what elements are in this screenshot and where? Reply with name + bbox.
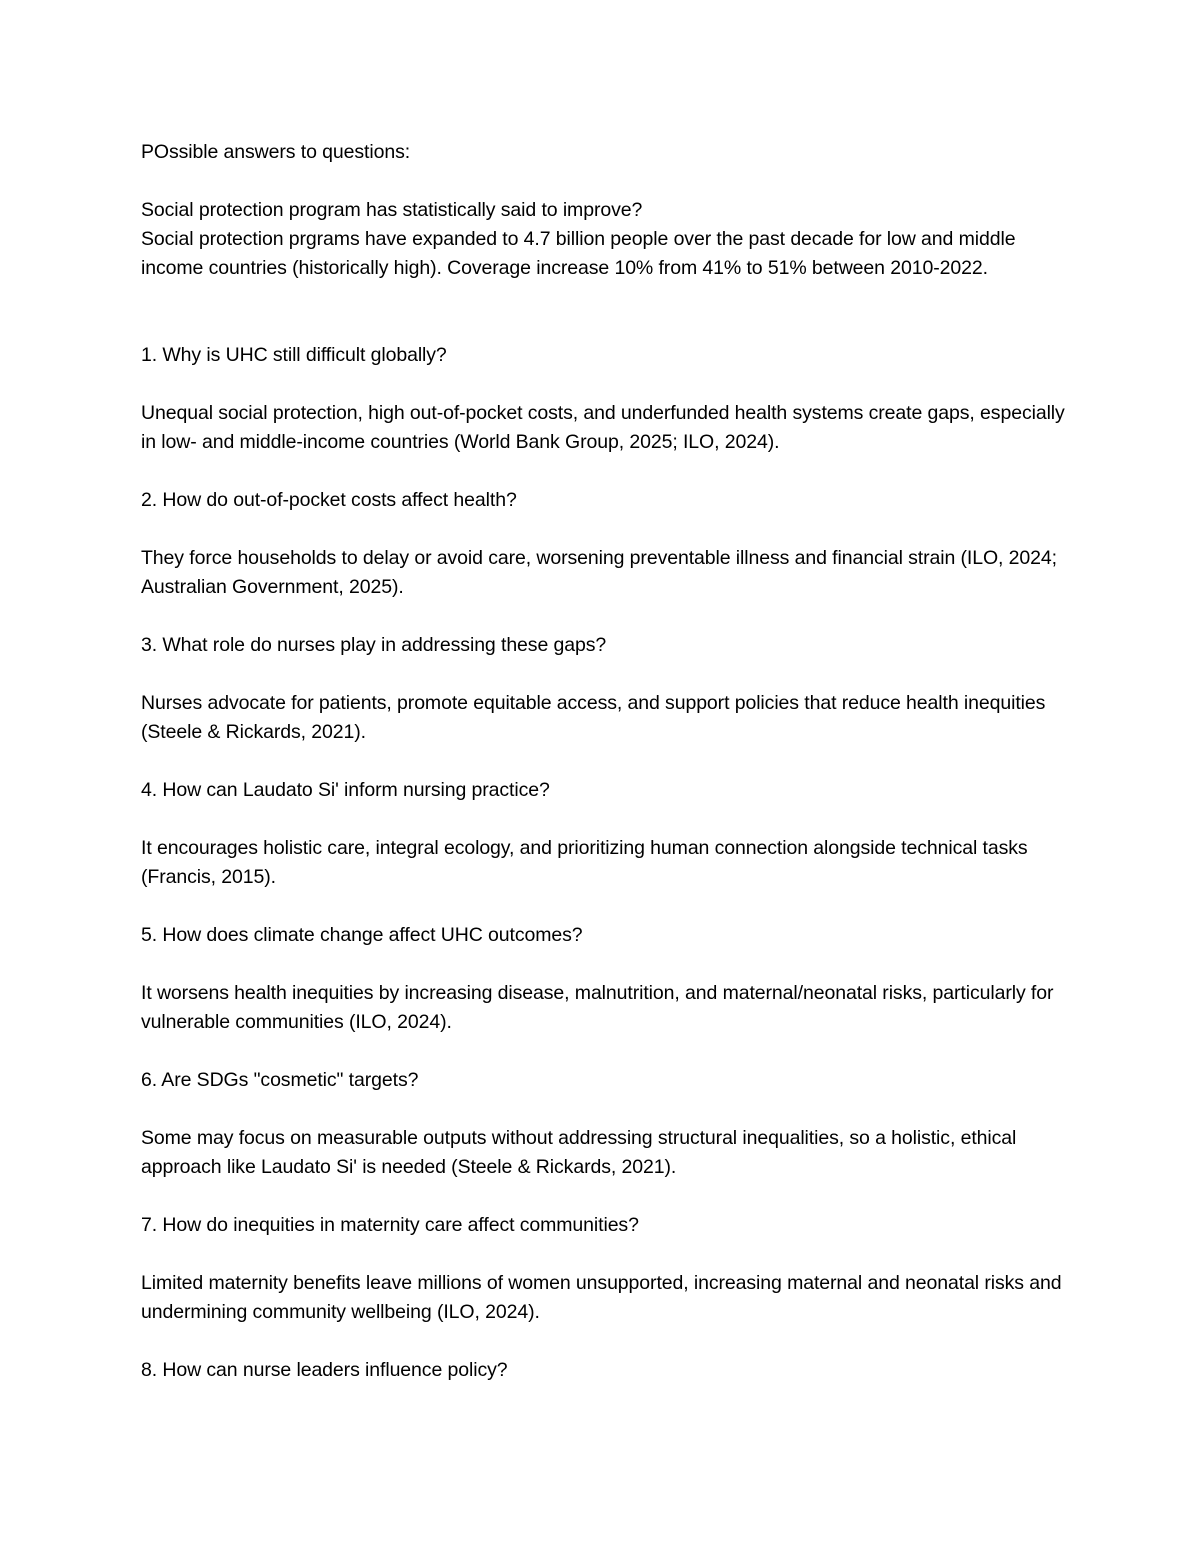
answer-5: It worsens health inequities by increasing disease, malnutrition, and maternal/neonatal risks, particularly for vulnerable communities (ILO, 2024). (141, 982, 1054, 1033)
question-5: 5. How does climate change affect UHC outcomes? (141, 924, 583, 946)
document-heading: POssible answers to questions: (141, 141, 411, 163)
question-7: 7. How do inequities in maternity care affect communities? (141, 1214, 639, 1236)
intro-answer: Social protection prgrams have expanded to 4.7 billion people over the past decade for low and middle income countries (historically high). Coverage increase 10% from 41% to 51% between 2010-2022. (141, 228, 1016, 279)
question-6: 6. Are SDGs "cosmetic" targets? (141, 1069, 419, 1091)
answer-4: It encourages holistic care, integral ecology, and prioritizing human connection alongside technical tasks (Francis, 2015). (141, 837, 1028, 888)
question-4: 4. How can Laudato Si' inform nursing practice? (141, 779, 550, 801)
answer-6: Some may focus on measurable outputs without addressing structural inequalities, so a holistic, ethical approach like Laudato Si' is needed (Steele & Rickards, 2021). (141, 1127, 1017, 1178)
answer-2: They force households to delay or avoid care, worsening preventable illness and financial strain (ILO, 2024; Australian Government, 2025). (141, 547, 1057, 598)
intro-question: Social protection program has statistically said to improve? (141, 199, 643, 221)
answer-1: Unequal social protection, high out-of-pocket costs, and underfunded health systems create gaps, especially in low- and middle-income countries (World Bank Group, 2025; ILO, 2024). (141, 402, 1065, 453)
question-1: 1. Why is UHC still difficult globally? (141, 344, 447, 366)
question-2: 2. How do out-of-pocket costs affect health? (141, 489, 517, 511)
question-8: 8. How can nurse leaders influence policy? (141, 1359, 508, 1381)
question-3: 3. What role do nurses play in addressing these gaps? (141, 634, 607, 656)
document-page (141, 138, 1071, 1385)
answer-3: Nurses advocate for patients, promote equitable access, and support policies that reduce health inequities (Steele & Rickards, 2021). (141, 692, 1046, 743)
answer-7: Limited maternity benefits leave millions of women unsupported, increasing maternal and neonatal risks and undermining community wellbeing (ILO, 2024). (141, 1272, 1062, 1323)
